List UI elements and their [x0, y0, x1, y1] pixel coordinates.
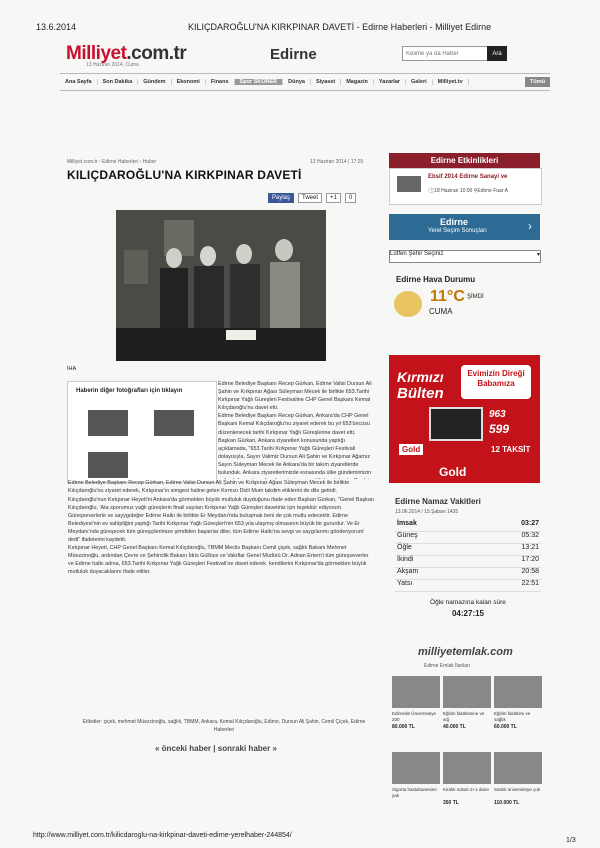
nav-item-gundem[interactable]: Gündem [138, 79, 171, 85]
event-date: 🕑18 Haziran 10:00 ⚲Edirne Fuar A [428, 188, 508, 194]
ad-gold-label: Gold [399, 444, 423, 455]
share-count: 0 [345, 193, 356, 203]
nav-item-ekonomi[interactable]: Ekonomi [172, 79, 206, 85]
print-date: 13.6.2014 [36, 22, 77, 32]
listing-image[interactable] [494, 752, 542, 784]
nav-item-magazin[interactable]: Magazin [341, 79, 374, 85]
prev-article-link[interactable]: « önceki haber [155, 744, 212, 753]
weather-temperature: 11°C [430, 288, 465, 305]
page-url: http://www.milliyet.com.tr/kilicdaroglu-na-kirkpinar-daveti-edirne-yerelhaber-244854/ [33, 832, 292, 839]
election-subtitle: Yerel Seçim Sonuçları [428, 228, 487, 234]
pager-separator: | [213, 744, 216, 753]
listing-image[interactable] [392, 752, 440, 784]
prayer-remaining-label: Öğle namazına kalan süre [430, 599, 506, 606]
listing-text[interactable]: Edirnede Üniversiteye 200 [392, 711, 437, 722]
listing-image[interactable] [494, 676, 542, 708]
nav-more-button[interactable]: Tümü [525, 77, 550, 87]
logo-text: Milliyet [66, 43, 127, 64]
article-tags[interactable]: Etiketler: çiçek, mehmet Müezzinoğlu, sağlık, TBMM, Ankara, Kemal Kılıçdaroğlu, Edirne, Dursun Ali Şahin, Cemil Çiçek, Edirne Haberleri [82, 719, 366, 733]
nav-item-son-dakika[interactable]: Son Dakika [98, 79, 139, 85]
ad-taksit: 12 TAKSİT [491, 445, 531, 454]
chevron-right-icon: › [528, 219, 532, 233]
nav-item-milliyet-tv[interactable]: Milliyet.tv [433, 79, 469, 85]
ad-badge: Evimizin Direği Babamıza [461, 365, 531, 399]
page-number: 1/3 [566, 837, 576, 844]
prayer-row: İkindi 17:20 [395, 556, 541, 568]
news-source: İHA [67, 366, 77, 372]
weather-now-label: ŞİMDİ [467, 294, 484, 300]
events-header: Edirne Etkinlikleri [389, 153, 540, 168]
prayer-row: Öğle 13:21 [395, 544, 541, 556]
prayer-times-table [395, 520, 541, 592]
listing-price: 350 TL [443, 800, 459, 806]
advertisement-banner[interactable] [389, 355, 540, 483]
nav-item-spor[interactable]: Spor SKORER [235, 79, 284, 85]
prayer-times-title: Edirne Namaz Vakitleri [395, 497, 481, 506]
nav-item-dunya[interactable]: Dünya [283, 79, 311, 85]
nav-item-galeri[interactable]: Galeri [406, 79, 433, 85]
paragraph: Edirne Belediye Başkanı Recep Gürkan, Ankara'da CHP Genel Başkanı Kemal Kılıçdaroğlu'nu ziyaret ederek bu yıl 653'üncüsü düzenlenecek tarihi Kırkpınar Yağlı Güreşlerine davet etti. Başkan Gürkan, Ankara ziyaretleri konusunda yaptığı açıklamada, "653.Tarihi Kırkpınar Yağlı Güreşleri Festivali dolayısıyla, Sayın Valimiz Dursun Ali Şahin ve Kırkpınar Ağamız Sayın Süleyman Mecek ile Ankara'da bir takım ziyaretlerde bulunduk. Ankara ziyaretlerimizde esnasında ülke gündemimizin [218, 413, 372, 477]
main-nav [60, 73, 550, 91]
paragraph: Edirne Belediye Başkanı Recep Gürkan, Edirne Valisi Dursun Ali Şahin ve Kırkpınar Ağası Süleyman Mecek ile birlikte Kılıçdaroğlu'nu ziyaret ederek, Kırkpınar'ın simgesi haline gelen Kırmızı Dizli Mum takdim etiklerini de dile getirdi. [68, 480, 350, 495]
prayer-times-date: 13.06.2014 / 15 Şaban 1435 [395, 509, 459, 515]
nav-item-finans[interactable]: Finans [206, 79, 235, 85]
search-input[interactable] [402, 46, 490, 61]
listing-image[interactable] [392, 676, 440, 708]
tablet-icon [429, 407, 483, 441]
listing-image[interactable] [443, 676, 491, 708]
sun-icon [394, 291, 422, 317]
prayer-row: Akşam 20:58 [395, 568, 541, 580]
print-title: KILIÇDAROĞLU'NA KIRKPINAR DAVETİ - Edirne Haberleri - Milliyet Edirne [188, 22, 492, 32]
ad-price1: 963 [489, 409, 506, 420]
chevron-down-icon: ▾ [536, 252, 540, 258]
listing-image[interactable] [443, 752, 491, 784]
paragraph: Kılıçdaroğlu'nun Kırkpınar Heyeti'ni Ankara'da görmekten büyük mutluluk duyduğunu ifade eden Başkan Gürkan, "Genel Başkan Kılıçdaroğlu, 'Ata sporumuz yağlı güreşlerin finali sayılan Kırkpınar Yağlı Güreşleri davetiniz için teşekkür ediyorum. Güreşseverlerle ve sayygıdeğer Edirne Halkı ile birlikte Er Meydanı'nda buluşmak beni de çok mutlu edecektir. Edirne Belediyesi'nin ev sahipliğini yaptığı Tarihi Kırkpınar Yağlı Güreşleri'nin 653.yıla ulaşmış olmasının büyük bir gururdur. Ve Er Meydanı'nda güreşecek tüm güreşçilerimize şimdiden başarılar diler, tüm Edirne Halkı'na sevgi ve saygılarımı gönderiyorum' dedi" ifadelerini kaydetti. [68, 496, 374, 544]
logo-suffix: .com.tr [126, 43, 187, 64]
emlak-logo[interactable]: milliyetemlak.com [418, 646, 513, 658]
share-bar [268, 193, 356, 203]
event-thumbnail [397, 176, 421, 192]
nav-item-siyaset[interactable]: Siyaset [311, 79, 341, 85]
listing-text[interactable]: Sigorta hastahanesine yak [392, 787, 437, 798]
ad-line2: Bülten [397, 385, 444, 402]
city-select-value: Lütfen Şehir Seçiniz [390, 251, 444, 257]
article-pager [155, 744, 277, 753]
weather-title: Edirne Hava Durumu [396, 275, 476, 284]
event-name[interactable]: Ebsif 2014 Edirne Sanayi ve [428, 174, 508, 180]
photo-illustration [116, 210, 326, 361]
tweet-button[interactable]: Tweet [298, 193, 322, 203]
prayer-row: İmsak 03:27 [395, 520, 541, 532]
listing-text[interactable]: Eğitim fakültesi ve sağlık [494, 711, 531, 722]
weather-day: CUMA [429, 307, 453, 316]
page-title: KILIÇDAROĞLU'NA KIRKPINAR DAVETİ [67, 168, 302, 182]
listing-price: 80.000 TL [392, 724, 415, 730]
breadcrumb[interactable]: Milliyet.com.tr › Edirne Haberleri › Haber [67, 159, 157, 165]
ad-price2: 599 [489, 422, 510, 436]
prayer-countdown: 04:27:15 [451, 609, 485, 618]
article-timestamp: 13 Haziran 2014 | 17:25 [310, 159, 364, 165]
prayer-row: Yatsı 22:51 [395, 580, 541, 592]
city-title: Edirne [270, 46, 317, 63]
paragraph: Kırkpınar Heyeti, CHP Genel Başkanı Kemal Kılıçdaroğlu, TBMM Meclis Başkanı Cemil çiçek, sağlık Bakanı Mehmet Müezzinoğlu, ardından Çevre ve Şehircilik Bakanı İdris Güllüce ve Vakıflar Genel Müdürü Dr. Adnan Ertem'i tüm güreşseverler ve Edirne halkı adına, 653.Tarihi Kırkpınar Yağlı Güreşleri Festivali'ne davet ederek. kendilerini Kırkpınar'da görmekten büyük mutluluk duyacaklarını ifade ettiler. [68, 545, 369, 576]
listing-text[interactable]: Eğitim fakültesine ve sığ [443, 711, 485, 722]
gallery-title: Haberin diğer fotoğrafları için tıklayın [76, 388, 183, 394]
listing-price: 60.000 TL [494, 724, 517, 730]
logo-date: 13 Haziran 2014, Cuma [86, 62, 139, 68]
search-button[interactable]: Ara [487, 46, 507, 61]
listing-price: 110.000 TL [494, 800, 520, 806]
gplus-button[interactable]: +1 [326, 193, 341, 203]
nav-item-yazarlar[interactable]: Yazarlar [374, 79, 406, 85]
next-article-link[interactable]: sonraki haber » [217, 744, 277, 753]
city-select[interactable] [389, 250, 541, 263]
facebook-share-button[interactable]: Paylaş [268, 193, 294, 203]
article-body [68, 380, 374, 577]
emlak-subtitle: Edirne Emlak İlanları [424, 663, 471, 669]
ad-gold-footer: Gold [439, 465, 467, 479]
listing-text[interactable]: Satılık üniversiteye çok [494, 787, 541, 792]
nav-item-ana-sayfa[interactable]: Ana Sayfa [60, 79, 98, 85]
article-photo[interactable] [116, 210, 326, 361]
paragraph: Edirne Belediye Başkanı Recep Gürkan, Edirne Valisi Dursun Ali Şahin ve Kırkpınar Ağası Süleyman Mecek ile birlikte 653.Tarihi Kırkpınar Yağlı Güreşleri Festivaline CHP Genel Başkanı Kemal Kılıçdaroğlu'nu davet etti. [218, 381, 372, 412]
election-title: Edirne [440, 217, 469, 227]
ad-line1: Kırmızı [397, 369, 444, 385]
prayer-row: Güneş 05:32 [395, 532, 541, 544]
listing-text[interactable]: Kiralık sobalı 2+1 daire [443, 787, 489, 792]
listing-price: 40.000 TL [443, 724, 466, 730]
